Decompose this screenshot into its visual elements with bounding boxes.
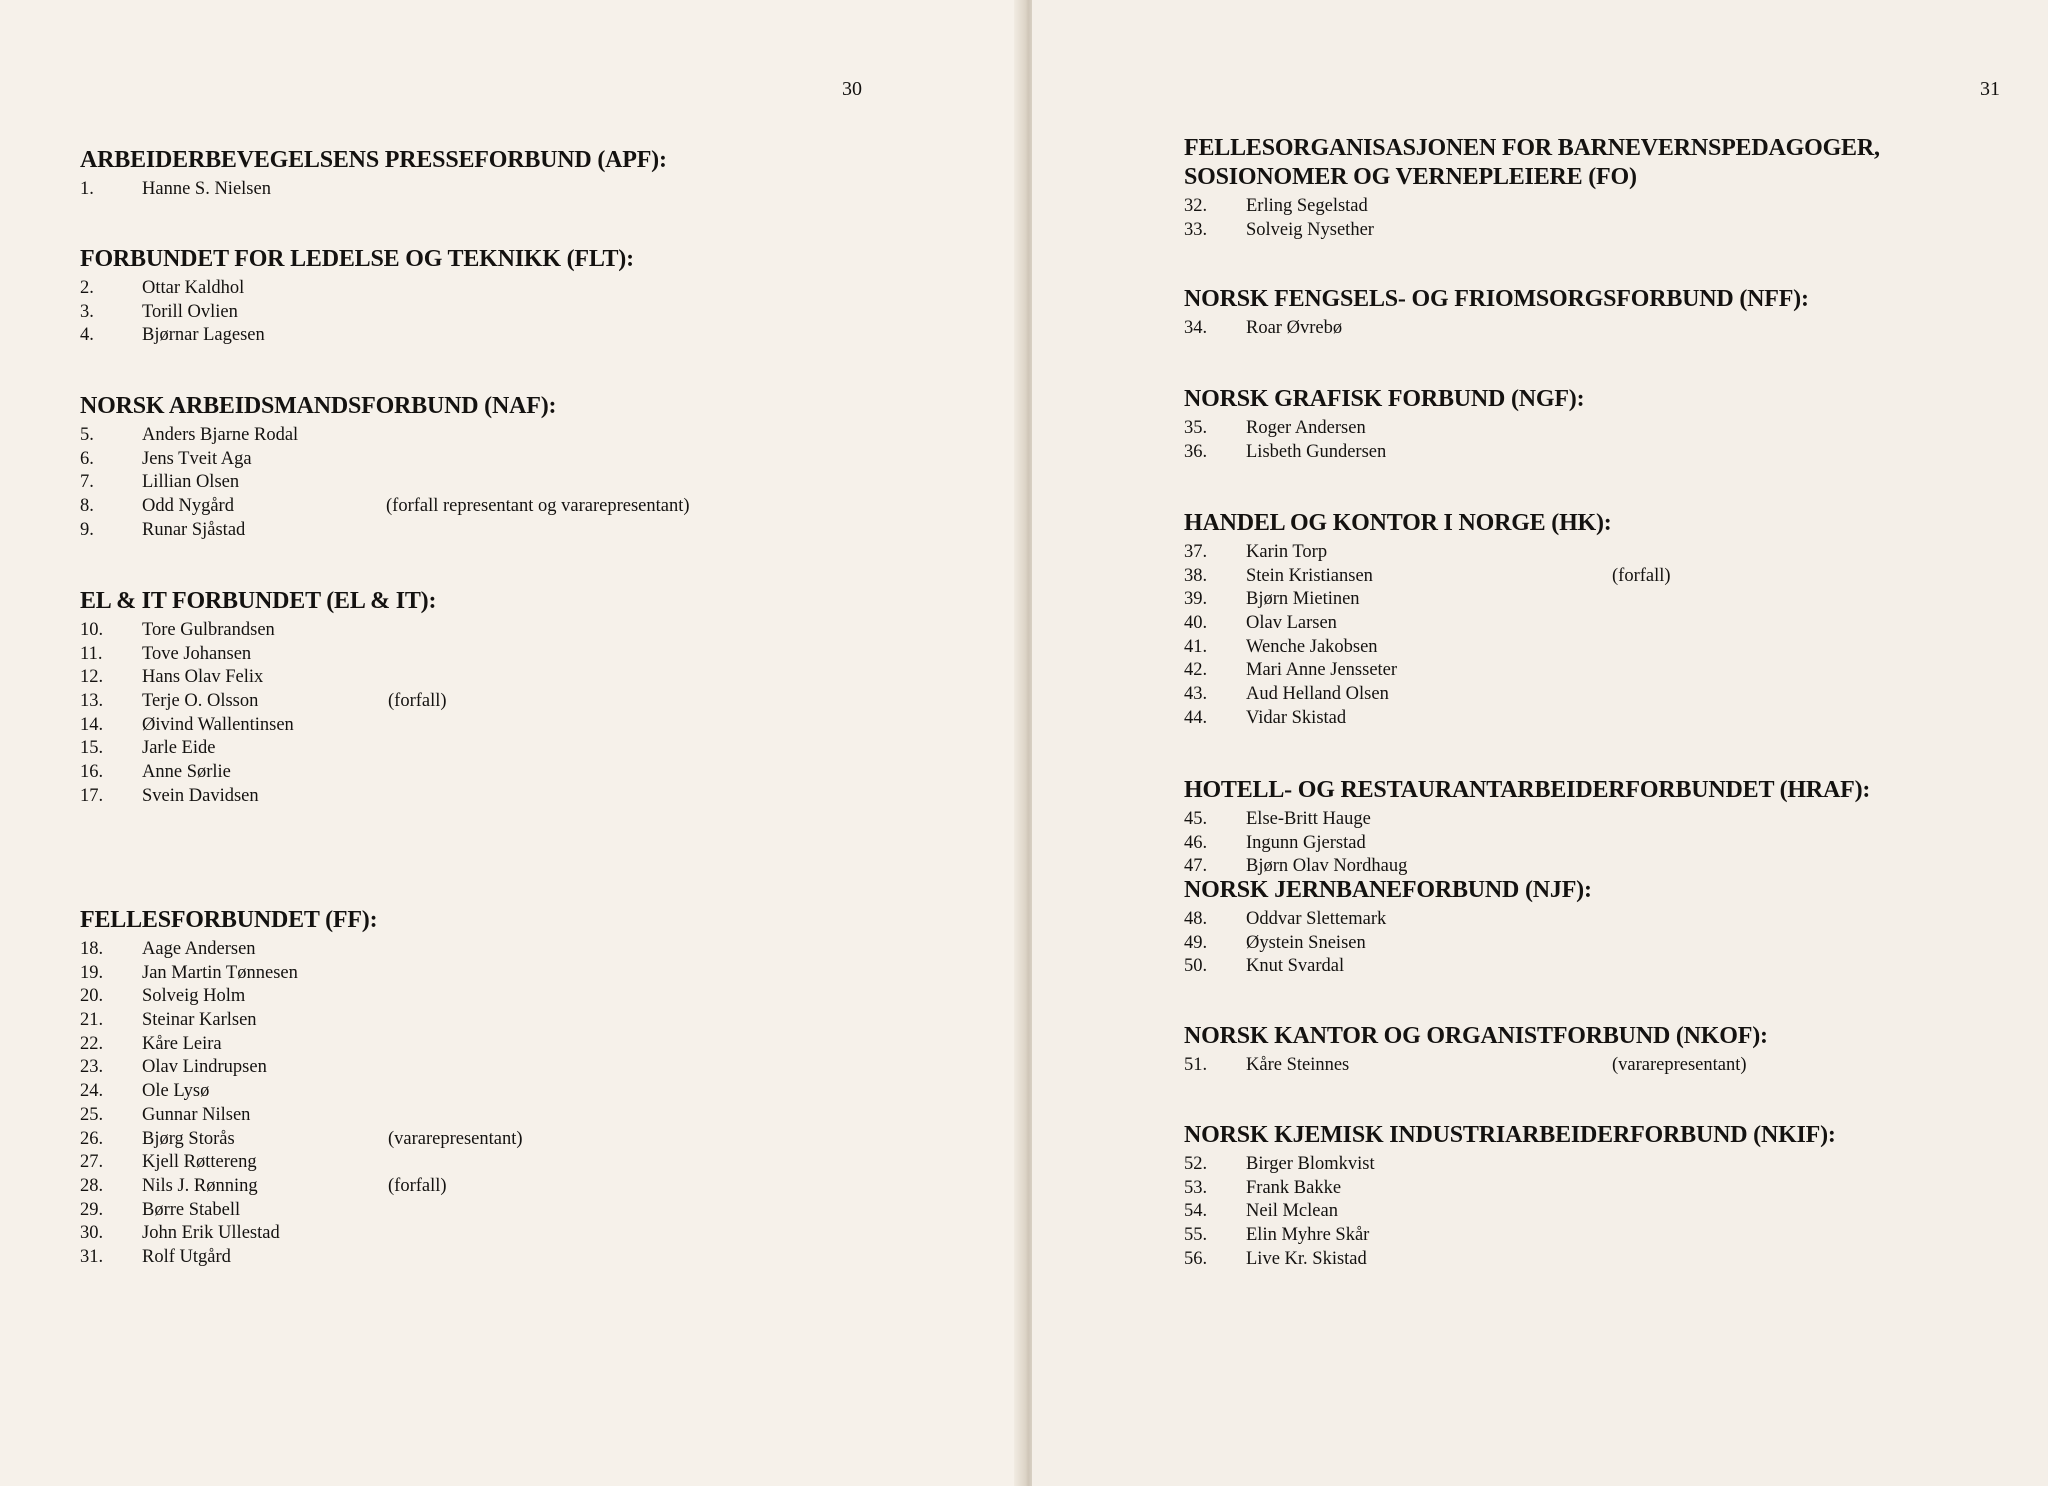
member-name: Tove Johansen bbox=[142, 643, 252, 664]
member-number: 41. bbox=[1184, 636, 1208, 657]
member-row bbox=[1184, 808, 2048, 832]
member-row bbox=[80, 1128, 960, 1152]
section-heading: NORSK ARBEIDSMANDSFORBUND (NAF): bbox=[80, 393, 557, 419]
member-row bbox=[80, 1104, 960, 1128]
member-row bbox=[1184, 612, 2048, 636]
member-number: 10. bbox=[80, 620, 104, 640]
member-number: 22. bbox=[80, 1033, 104, 1054]
member-note: (forfall representant og vararepresentant) bbox=[386, 496, 690, 517]
member-row bbox=[1184, 1248, 2048, 1272]
union-section bbox=[1184, 509, 2048, 731]
member-row bbox=[1184, 1054, 2048, 1078]
left-page bbox=[0, 0, 1022, 1486]
member-name: Lisbeth Gundersen bbox=[1246, 441, 1387, 462]
member-row bbox=[80, 301, 960, 325]
section-heading: NORSK FENGSELS- OG FRIOMSORGSFORBUND (NFF): bbox=[1184, 286, 1809, 312]
member-number: 52. bbox=[1184, 1154, 1208, 1174]
member-number: 34. bbox=[1184, 318, 1208, 338]
member-row bbox=[1184, 195, 2048, 219]
member-name: Aud Helland Olsen bbox=[1246, 684, 1389, 705]
union-section bbox=[1184, 1022, 2048, 1078]
member-number: 54. bbox=[1184, 1201, 1208, 1222]
section-heading: ARBEIDERBEVEGELSENS PRESSEFORBUND (APF): bbox=[80, 147, 667, 173]
member-name: Neil Mclean bbox=[1246, 1201, 1338, 1222]
member-row bbox=[1184, 565, 2048, 589]
member-number: 44. bbox=[1184, 707, 1208, 728]
member-name: Øystein Sneisen bbox=[1246, 932, 1366, 953]
member-row bbox=[80, 737, 960, 761]
member-row bbox=[1184, 832, 2048, 856]
member-number: 14. bbox=[80, 714, 104, 735]
member-row bbox=[1184, 219, 2048, 243]
member-name: Jens Tveit Aga bbox=[142, 448, 252, 469]
member-row bbox=[1184, 707, 2048, 731]
member-name: Knut Svardal bbox=[1246, 956, 1345, 977]
member-number: 23. bbox=[80, 1057, 104, 1078]
section-heading: NORSK JERNBANEFORBUND (NJF): bbox=[1184, 877, 1592, 903]
member-row bbox=[80, 1056, 960, 1080]
member-number: 11. bbox=[80, 643, 103, 664]
member-row bbox=[80, 761, 960, 785]
member-row bbox=[80, 619, 960, 643]
member-name: Odd Nygård bbox=[142, 496, 234, 517]
member-row bbox=[80, 1009, 960, 1033]
member-number: 27. bbox=[80, 1152, 104, 1173]
member-row bbox=[1184, 683, 2048, 707]
member-name: Hanne S. Nielsen bbox=[142, 179, 271, 199]
member-name: Mari Anne Jensseter bbox=[1246, 660, 1398, 681]
member-number: 47. bbox=[1184, 856, 1208, 877]
union-section bbox=[1184, 876, 2048, 979]
union-section bbox=[1184, 776, 2048, 879]
member-number: 43. bbox=[1184, 684, 1208, 705]
member-number: 3. bbox=[80, 301, 94, 322]
member-row bbox=[80, 471, 960, 495]
member-name: Bjørn Mietinen bbox=[1246, 589, 1360, 610]
member-list bbox=[1184, 908, 2048, 979]
member-number: 21. bbox=[80, 1010, 104, 1031]
member-note: (vararepresentant) bbox=[1612, 1055, 1747, 1075]
member-number: 53. bbox=[1184, 1177, 1208, 1198]
member-row bbox=[80, 1175, 960, 1199]
member-number: 35. bbox=[1184, 418, 1208, 438]
page-number-right: 31 bbox=[1980, 78, 2000, 100]
member-number: 13. bbox=[80, 691, 104, 712]
right-page bbox=[1032, 0, 2048, 1486]
member-name: Terje O. Olsson bbox=[142, 691, 259, 712]
member-name: Frank Bakke bbox=[1246, 1177, 1342, 1198]
member-name: Kåre Steinnes bbox=[1246, 1055, 1350, 1075]
member-number: 40. bbox=[1184, 613, 1208, 634]
member-list bbox=[1184, 195, 2048, 242]
member-number: 7. bbox=[80, 472, 94, 493]
section-heading: FORBUNDET FOR LEDELSE OG TEKNIKK (FLT): bbox=[80, 246, 634, 272]
union-section bbox=[80, 587, 960, 809]
section-heading: FELLESORGANISASJONEN FOR BARNEVERNSPEDAGOGER, bbox=[1184, 135, 1880, 161]
member-row bbox=[1184, 932, 2048, 956]
member-name: Birger Blomkvist bbox=[1246, 1154, 1375, 1174]
section-heading-continued: SOSIONOMER OG VERNEPLEIERE (FO) bbox=[1184, 164, 1637, 190]
member-row bbox=[80, 519, 960, 543]
section-heading: NORSK KJEMISK INDUSTRIARBEIDERFORBUND (NKIF): bbox=[1184, 1122, 1836, 1148]
union-section bbox=[80, 146, 960, 202]
member-number: 28. bbox=[80, 1175, 104, 1196]
member-name: Kåre Leira bbox=[142, 1033, 222, 1054]
member-row bbox=[80, 643, 960, 667]
member-row bbox=[80, 277, 960, 301]
member-row bbox=[80, 690, 960, 714]
member-row bbox=[80, 785, 960, 809]
member-number: 55. bbox=[1184, 1225, 1208, 1246]
member-number: 20. bbox=[80, 986, 104, 1007]
member-row bbox=[80, 1080, 960, 1104]
member-name: Jan Martin Tønnesen bbox=[142, 962, 298, 983]
member-row bbox=[1184, 659, 2048, 683]
member-number: 48. bbox=[1184, 909, 1208, 929]
member-name: John Erik Ullestad bbox=[142, 1223, 280, 1244]
member-row bbox=[1184, 441, 2048, 465]
union-section bbox=[80, 906, 960, 1270]
member-name: Ottar Kaldhol bbox=[142, 278, 245, 298]
member-row bbox=[1184, 908, 2048, 932]
member-row bbox=[1184, 1200, 2048, 1224]
member-number: 26. bbox=[80, 1128, 104, 1149]
member-row bbox=[80, 1033, 960, 1057]
member-row bbox=[1184, 541, 2048, 565]
member-row bbox=[1184, 317, 2048, 341]
member-row bbox=[1184, 955, 2048, 979]
member-number: 4. bbox=[80, 325, 94, 346]
member-number: 5. bbox=[80, 425, 94, 445]
member-name: Runar Sjåstad bbox=[142, 519, 246, 540]
union-section bbox=[80, 245, 960, 348]
member-name: Rolf Utgård bbox=[142, 1246, 231, 1267]
union-section bbox=[1184, 134, 2048, 242]
member-row bbox=[1184, 417, 2048, 441]
member-number: 42. bbox=[1184, 660, 1208, 681]
union-section bbox=[80, 392, 960, 542]
section-heading: EL & IT FORBUNDET (EL & IT): bbox=[80, 588, 437, 614]
member-number: 17. bbox=[80, 785, 104, 806]
member-name: Svein Davidsen bbox=[142, 785, 259, 806]
member-list bbox=[80, 619, 960, 809]
section-heading: FELLESFORBUNDET (FF): bbox=[80, 907, 378, 933]
member-name: Børre Stabell bbox=[142, 1199, 241, 1220]
member-row bbox=[1184, 1224, 2048, 1248]
member-note: (forfall) bbox=[388, 1175, 447, 1196]
member-name: Erling Segelstad bbox=[1246, 196, 1368, 216]
member-number: 31. bbox=[80, 1246, 104, 1267]
member-row bbox=[80, 962, 960, 986]
member-list bbox=[80, 424, 960, 542]
member-number: 30. bbox=[80, 1223, 104, 1244]
member-note: (vararepresentant) bbox=[388, 1128, 523, 1149]
section-heading: NORSK KANTOR OG ORGANISTFORBUND (NKOF): bbox=[1184, 1023, 1768, 1049]
member-number: 32. bbox=[1184, 196, 1208, 216]
member-number: 33. bbox=[1184, 219, 1208, 240]
member-row bbox=[1184, 636, 2048, 660]
member-name: Tore Gulbrandsen bbox=[142, 620, 275, 640]
member-row bbox=[1184, 1153, 2048, 1177]
member-number: 39. bbox=[1184, 589, 1208, 610]
member-name: Wenche Jakobsen bbox=[1246, 636, 1378, 657]
member-number: 2. bbox=[80, 278, 94, 298]
member-number: 38. bbox=[1184, 565, 1208, 586]
member-name: Elin Myhre Skår bbox=[1246, 1225, 1370, 1246]
member-row bbox=[80, 448, 960, 472]
section-heading: NORSK GRAFISK FORBUND (NGF): bbox=[1184, 386, 1585, 412]
member-row bbox=[80, 985, 960, 1009]
member-row bbox=[1184, 1177, 2048, 1201]
member-number: 37. bbox=[1184, 542, 1208, 562]
union-section bbox=[1184, 285, 2048, 341]
member-row bbox=[80, 1199, 960, 1223]
member-name: Steinar Karlsen bbox=[142, 1010, 257, 1031]
member-number: 12. bbox=[80, 667, 104, 688]
member-name: Roar Øvrebø bbox=[1246, 318, 1343, 338]
member-number: 24. bbox=[80, 1081, 104, 1102]
member-row bbox=[80, 666, 960, 690]
page-number-left: 30 bbox=[842, 78, 862, 100]
member-row bbox=[80, 324, 960, 348]
member-list bbox=[80, 178, 960, 202]
member-name: Lillian Olsen bbox=[142, 472, 240, 493]
member-name: Bjørnar Lagesen bbox=[142, 325, 265, 346]
section-heading: HANDEL OG KONTOR I NORGE (HK): bbox=[1184, 510, 1612, 536]
member-number: 50. bbox=[1184, 956, 1208, 977]
member-name: Gunnar Nilsen bbox=[142, 1104, 251, 1125]
member-name: Torill Ovlien bbox=[142, 301, 238, 322]
member-name: Hans Olav Felix bbox=[142, 667, 264, 688]
member-number: 19. bbox=[80, 962, 104, 983]
member-number: 25. bbox=[80, 1104, 104, 1125]
member-number: 45. bbox=[1184, 809, 1208, 829]
member-number: 1. bbox=[80, 179, 94, 199]
member-name: Stein Kristiansen bbox=[1246, 565, 1373, 586]
member-number: 9. bbox=[80, 519, 94, 540]
member-row bbox=[80, 178, 960, 202]
member-name: Olav Lindrupsen bbox=[142, 1057, 267, 1078]
member-number: 6. bbox=[80, 448, 94, 469]
member-number: 18. bbox=[80, 939, 104, 959]
member-number: 49. bbox=[1184, 932, 1208, 953]
member-number: 15. bbox=[80, 738, 104, 759]
section-heading: HOTELL- OG RESTAURANTARBEIDERFORBUNDET (HRAF): bbox=[1184, 777, 1871, 803]
member-name: Bjørg Storås bbox=[142, 1128, 235, 1149]
member-name: Ole Lysø bbox=[142, 1081, 210, 1102]
member-name: Anders Bjarne Rodal bbox=[142, 425, 299, 445]
member-list bbox=[1184, 1153, 2048, 1271]
member-note: (forfall) bbox=[1612, 565, 1671, 586]
member-list bbox=[80, 277, 960, 348]
member-row bbox=[80, 1151, 960, 1175]
member-name: Kjell Røttereng bbox=[142, 1152, 257, 1173]
member-number: 8. bbox=[80, 496, 94, 517]
member-note: (forfall) bbox=[388, 691, 447, 712]
member-name: Roger Andersen bbox=[1246, 418, 1366, 438]
member-name: Anne Sørlie bbox=[142, 762, 231, 783]
member-number: 56. bbox=[1184, 1248, 1208, 1269]
member-name: Else-Britt Hauge bbox=[1246, 809, 1371, 829]
member-row bbox=[80, 1246, 960, 1270]
member-list bbox=[1184, 808, 2048, 879]
member-row bbox=[80, 1222, 960, 1246]
member-row bbox=[80, 714, 960, 738]
member-name: Live Kr. Skistad bbox=[1246, 1248, 1367, 1269]
member-row bbox=[80, 424, 960, 448]
member-name: Oddvar Slettemark bbox=[1246, 909, 1387, 929]
member-list bbox=[1184, 541, 2048, 731]
member-name: Olav Larsen bbox=[1246, 613, 1337, 634]
member-list bbox=[1184, 1054, 2048, 1078]
member-name: Ingunn Gjerstad bbox=[1246, 832, 1366, 853]
member-list bbox=[1184, 417, 2048, 464]
member-name: Solveig Holm bbox=[142, 986, 246, 1007]
member-number: 51. bbox=[1184, 1055, 1208, 1075]
union-section bbox=[1184, 385, 2048, 464]
union-section bbox=[1184, 1121, 2048, 1271]
member-name: Aage Andersen bbox=[142, 939, 256, 959]
member-name: Bjørn Olav Nordhaug bbox=[1246, 856, 1408, 877]
member-number: 46. bbox=[1184, 832, 1208, 853]
member-list bbox=[80, 938, 960, 1270]
member-number: 29. bbox=[80, 1199, 104, 1220]
member-number: 36. bbox=[1184, 441, 1208, 462]
member-name: Karin Torp bbox=[1246, 542, 1328, 562]
member-name: Vidar Skistad bbox=[1246, 707, 1347, 728]
member-number: 16. bbox=[80, 762, 104, 783]
member-list bbox=[1184, 317, 2048, 341]
member-name: Solveig Nysether bbox=[1246, 219, 1374, 240]
member-row bbox=[80, 495, 960, 519]
member-name: Øivind Wallentinsen bbox=[142, 714, 294, 735]
member-row bbox=[1184, 588, 2048, 612]
member-row bbox=[80, 938, 960, 962]
member-name: Nils J. Rønning bbox=[142, 1175, 258, 1196]
member-name: Jarle Eide bbox=[142, 738, 216, 759]
